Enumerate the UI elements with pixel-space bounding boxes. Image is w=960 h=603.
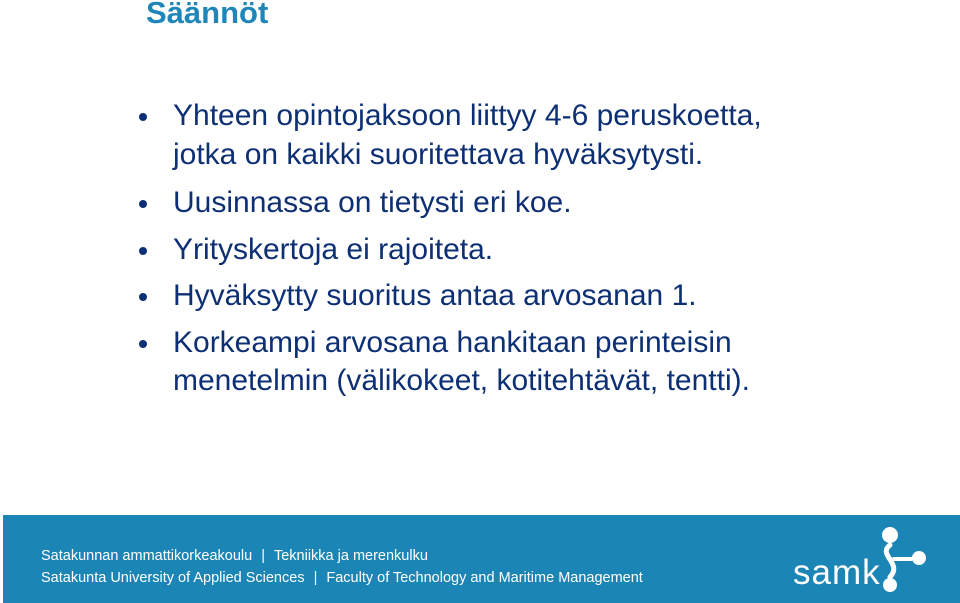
slide-title: Säännöt bbox=[146, 0, 269, 30]
bullet-text-line: Korkeampi arvosana hankitaan perinteisin bbox=[173, 325, 732, 359]
bullet-text-line: jotka on kaikki suoritettava hyväksytysti. bbox=[173, 137, 704, 171]
footer-faculty-en: Faculty of Technology and Maritime Management bbox=[326, 570, 643, 586]
bullet-item bbox=[136, 231, 936, 270]
bullet-text-line: Yrityskertoja ei rajoiteta. bbox=[173, 232, 494, 266]
bullet-text-line: Hyväksytty suoritus antaa arvosanan 1. bbox=[173, 279, 697, 312]
footer-english-line bbox=[41, 569, 643, 587]
footer-institution-en: Satakunta University of Applied Sciences bbox=[41, 570, 305, 586]
bullet-icon bbox=[139, 200, 147, 208]
bullet-list bbox=[136, 97, 936, 411]
bullet-item bbox=[136, 277, 936, 316]
samk-logo-text: samk bbox=[793, 553, 881, 592]
bullet-item bbox=[136, 97, 936, 174]
bullet-icon bbox=[139, 113, 147, 121]
bullet-item bbox=[136, 324, 936, 401]
samk-logo-icon bbox=[867, 525, 937, 595]
bullet-item bbox=[136, 184, 936, 223]
bullet-icon bbox=[139, 293, 147, 301]
bullet-text-line: menetelmin (välikokeet, kotitehtävät, tentti). bbox=[173, 364, 750, 397]
bullet-icon bbox=[139, 247, 147, 255]
footer-faculty-fi: Tekniikka ja merenkulku bbox=[273, 548, 428, 564]
bullet-icon bbox=[139, 340, 147, 348]
footer-separator: | bbox=[261, 548, 265, 564]
bullet-text-line: Yhteen opintojaksoon liittyy 4-6 peruskoetta, bbox=[173, 99, 762, 132]
footer-finnish-line bbox=[41, 547, 428, 565]
bullet-text-line: Uusinnassa on tietysti eri koe. bbox=[173, 186, 572, 219]
footer-separator: | bbox=[313, 570, 318, 586]
footer-institution-fi: Satakunnan ammattikorkeakoulu bbox=[41, 548, 253, 564]
footer-bar bbox=[3, 515, 960, 603]
